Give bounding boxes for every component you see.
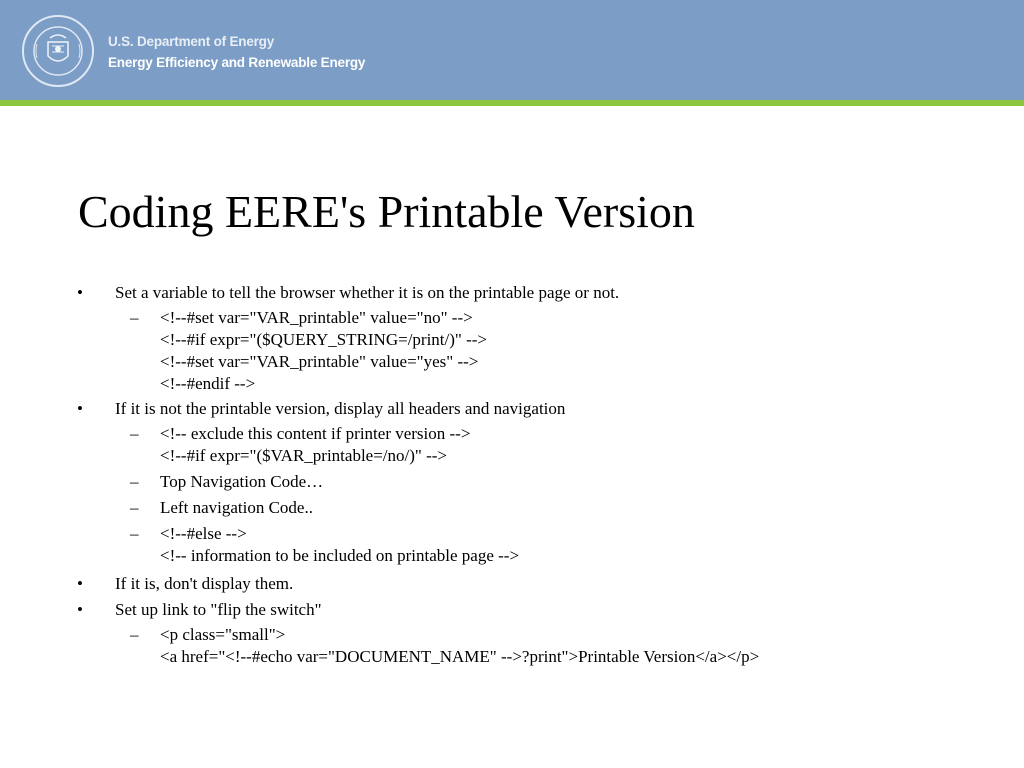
- dash-marker: –: [130, 424, 139, 443]
- dash-marker: –: [130, 625, 139, 644]
- org-name-line1: U.S. Department of Energy: [108, 34, 275, 49]
- dash-marker: –: [130, 472, 139, 491]
- bullet-marker: •: [77, 283, 83, 302]
- bullet-text-line: <!--#if expr="($QUERY_STRING=/print/)" -->: [160, 330, 488, 349]
- bullet-text-line: If it is, don't display them.: [115, 574, 294, 593]
- bullet-text-line: <!--#set var="VAR_printable" value="yes" -->: [160, 352, 479, 371]
- header-banner: [0, 0, 1024, 100]
- org-name-line2: Energy Efficiency and Renewable Energy: [108, 55, 366, 70]
- bullet-text-line: <p class="small">: [160, 625, 286, 644]
- bullet-text-line: Set a variable to tell the browser whether it is on the printable page or not.: [115, 283, 620, 302]
- slide-title: Coding EERE's Printable Version: [78, 186, 695, 237]
- bullet-text-line: <!--#endif -->: [160, 374, 256, 393]
- dash-marker: –: [130, 498, 139, 517]
- header-accent-stripe: [0, 100, 1024, 106]
- bullet-marker: •: [77, 574, 83, 593]
- dash-marker: –: [130, 308, 139, 327]
- bullet-marker: •: [77, 399, 83, 418]
- bullet-text-line: If it is not the printable version, display all headers and navigation: [115, 399, 566, 418]
- bullet-text-line: Top Navigation Code…: [160, 472, 324, 491]
- doe-seal-icon: [21, 14, 95, 88]
- bullet-text-line: <a href="<!--#echo var="DOCUMENT_NAME" -->?print">Printable Version</a></p>: [160, 647, 760, 666]
- bullet-text-line: <!--#if expr="($VAR_printable=/no/)" -->: [160, 446, 448, 465]
- bullet-text-line: <!-- exclude this content if printer version -->: [160, 424, 471, 443]
- bullet-text-line: Left navigation Code..: [160, 498, 313, 517]
- bullet-text-line: <!--#set var="VAR_printable" value="no" -->: [160, 308, 473, 327]
- bullet-marker: •: [77, 600, 83, 619]
- bullet-text-line: <!-- information to be included on printable page -->: [160, 546, 520, 565]
- bullet-text-line: <!--#else -->: [160, 524, 247, 543]
- dash-marker: –: [130, 524, 139, 543]
- bullet-text-line: Set up link to "flip the switch": [115, 600, 322, 619]
